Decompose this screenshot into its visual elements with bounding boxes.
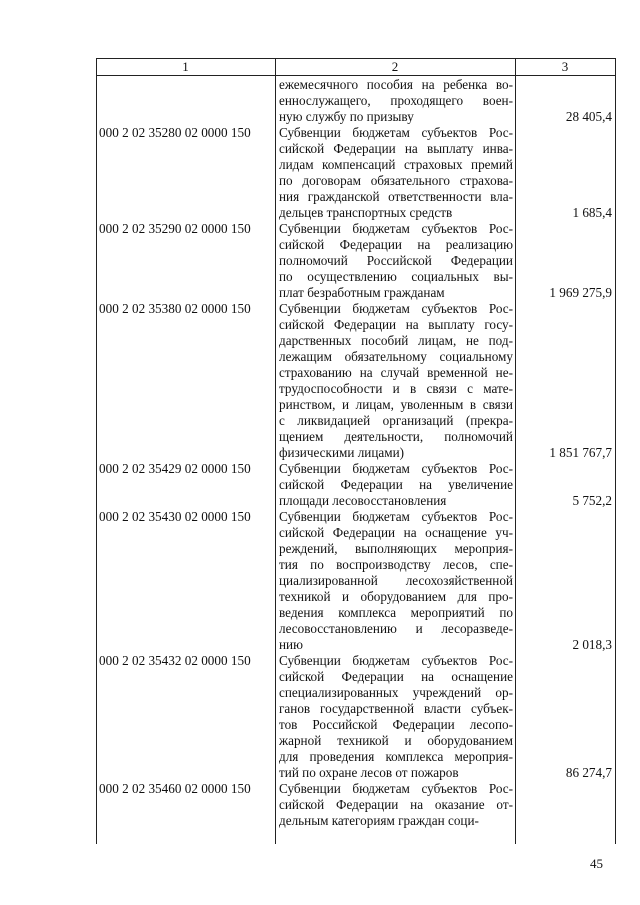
description-line: тий по охране лесов от пожаров <box>279 765 459 780</box>
description-line: ежемесячного пособия на ребенка во- <box>279 77 513 92</box>
description-line: сийской Федерации на оснащение <box>279 669 513 684</box>
table-row <box>96 653 616 781</box>
amount-value: 1 685,4 <box>572 205 612 220</box>
table-row <box>96 77 616 125</box>
description-line: Субвенции бюджетам субъектов Рос- <box>279 509 513 524</box>
budget-code: 000 2 02 35280 02 0000 150 <box>99 125 251 140</box>
row-description <box>279 461 513 509</box>
description-line: сийской Федерации на выплату инва- <box>279 141 513 156</box>
description-line: дарственных пособий лицам, не под- <box>279 333 513 348</box>
description-line: нию <box>279 637 303 652</box>
amount-value: 1 851 767,7 <box>549 445 612 460</box>
table-row <box>96 509 616 653</box>
description-line: для проведения комплекса мероприя- <box>279 749 513 764</box>
amount-value: 86 274,7 <box>565 765 612 780</box>
budget-code: 000 2 02 35460 02 0000 150 <box>99 781 251 796</box>
description-line: сийской Федерации на выплату госу- <box>279 317 513 332</box>
table-row <box>96 125 616 221</box>
description-line: дельным категориям граждан соци- <box>279 813 479 828</box>
description-line: еннослужащего, проходящего воен- <box>279 93 513 108</box>
description-line: сийской Федерации на реализацию <box>279 237 513 252</box>
description-line: ринством, и лицам, уволенным в связи <box>279 397 513 412</box>
description-line: техникой и оборудованием для про- <box>279 589 513 604</box>
table-row <box>96 221 616 301</box>
description-line: ную службу по призыву <box>279 109 414 124</box>
column-header-3: 3 <box>561 59 569 74</box>
description-line: с ликвидацией организаций (прекра- <box>279 413 513 428</box>
description-line: площади лесовосстановления <box>279 493 447 508</box>
description-line: Субвенции бюджетам субъектов Рос- <box>279 301 513 316</box>
table-row <box>96 301 616 461</box>
row-description <box>279 781 513 829</box>
description-line: сийской Федерации на оснащение уч- <box>279 525 513 540</box>
description-line: Субвенции бюджетам субъектов Рос- <box>279 461 513 476</box>
description-line: сийской Федерации на увеличение <box>279 477 513 492</box>
description-line: Субвенции бюджетам субъектов Рос- <box>279 781 513 796</box>
description-line: лидам компенсаций страховых премий <box>279 157 513 172</box>
amount-value: 28 405,4 <box>565 109 612 124</box>
row-description <box>279 77 513 125</box>
description-line: циализированной лесохозяйственной <box>279 573 513 588</box>
description-line: трудоспособности и в связи с мате- <box>279 381 513 396</box>
description-line: сийской Федерации на оказание от- <box>279 797 513 812</box>
row-description <box>279 301 513 461</box>
amount-value: 2 018,3 <box>572 637 612 652</box>
row-description <box>279 653 513 781</box>
budget-code: 000 2 02 35430 02 0000 150 <box>99 509 251 524</box>
column-header-1: 1 <box>182 59 189 74</box>
row-description <box>279 509 513 653</box>
budget-code: 000 2 02 35380 02 0000 150 <box>99 301 251 316</box>
description-line: тия по воспроизводству лесов, спе- <box>279 557 513 572</box>
description-line: реждений, выполняющих мероприя- <box>279 541 513 556</box>
row-description <box>279 221 513 301</box>
description-line: ния гражданской ответственности вла- <box>279 189 513 204</box>
description-line: физическими лицами) <box>279 445 405 460</box>
budget-code: 000 2 02 35429 02 0000 150 <box>99 461 251 476</box>
description-line: Субвенции бюджетам субъектов Рос- <box>279 125 513 140</box>
description-line: полномочий Российской Федерации <box>279 253 513 268</box>
description-line: Субвенции бюджетам субъектов Рос- <box>279 221 513 236</box>
description-line: плат безработным гражданам <box>279 285 445 300</box>
header-bottom-border <box>96 75 616 76</box>
budget-table <box>96 58 616 844</box>
description-line: по договорам обязательного страхова- <box>279 173 513 188</box>
description-line: жарной техникой и оборудованием <box>279 733 513 748</box>
description-line: ведения комплекса мероприятий по <box>279 605 513 620</box>
amount-value: 5 752,2 <box>572 493 612 508</box>
table-row <box>96 781 616 829</box>
description-line: дельцев транспортных средств <box>279 205 453 220</box>
column-header-2: 2 <box>391 59 399 74</box>
description-line: щением деятельности, полномочий <box>279 429 513 444</box>
description-line: специализированных учреждений ор- <box>279 685 513 700</box>
budget-code: 000 2 02 35290 02 0000 150 <box>99 221 251 236</box>
row-description <box>279 125 513 221</box>
description-line: лежащим обязательному социальному <box>279 349 513 364</box>
amount-value: 1 969 275,9 <box>549 285 612 300</box>
description-line: страхованию на случай временной не- <box>279 365 513 380</box>
description-line: ганов государственной власти субъек- <box>279 701 513 716</box>
description-line: Субвенции бюджетам субъектов Рос- <box>279 653 513 668</box>
description-line: по осуществлению социальных вы- <box>279 269 513 284</box>
description-line: лесовосстановлению и лесоразведе- <box>279 621 513 636</box>
table-row <box>96 461 616 509</box>
page-number: 45 <box>590 856 603 871</box>
budget-code: 000 2 02 35432 02 0000 150 <box>99 653 251 668</box>
description-line: тов Российской Федерации лесопо- <box>279 717 513 732</box>
